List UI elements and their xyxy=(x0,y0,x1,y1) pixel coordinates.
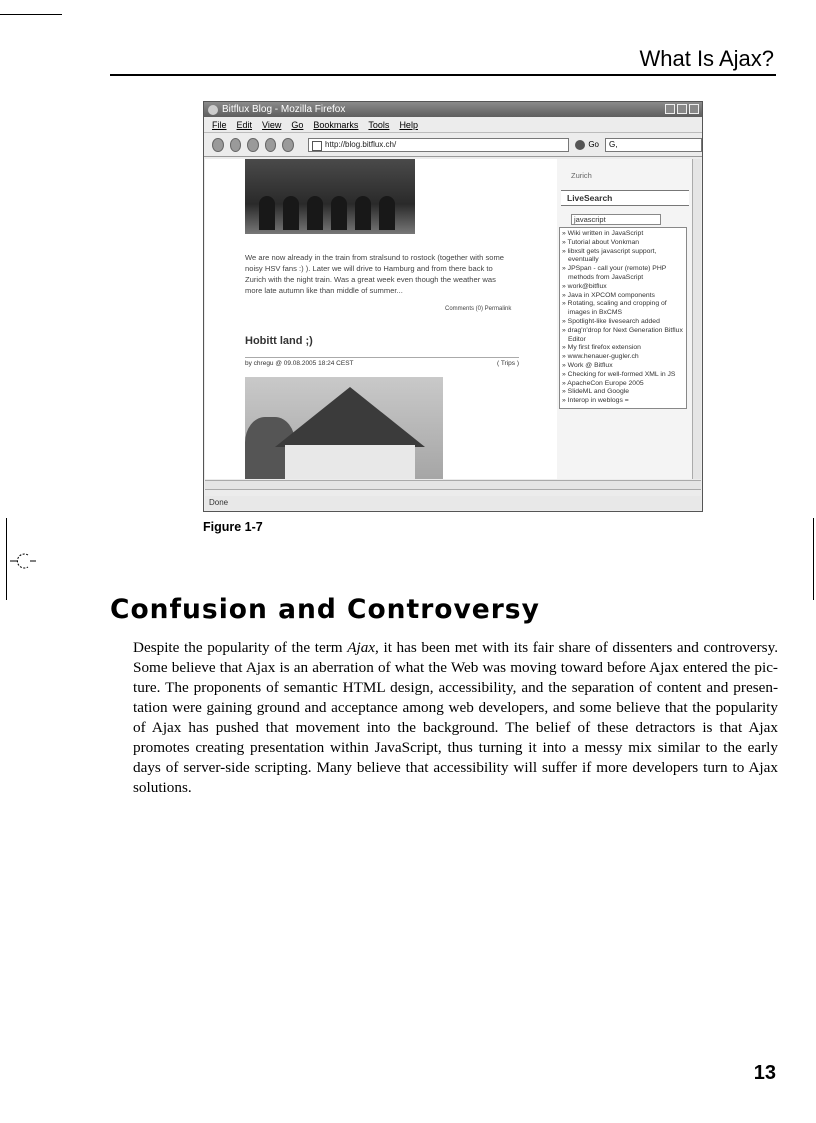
live-search-heading: LiveSearch xyxy=(561,190,689,206)
menu-tools: Tools xyxy=(368,119,390,130)
menu-file: File xyxy=(212,119,227,130)
close-icon xyxy=(689,104,699,114)
list-item: » JPSpan - call your (remote) PHP methods from JavaScript xyxy=(562,265,667,281)
photo-arch xyxy=(355,196,371,230)
margin-line-right xyxy=(813,518,814,600)
byline-author: by chregu @ 09.08.2005 18:24 CEST xyxy=(245,360,354,367)
list-item: » www.henauer-gugler.ch xyxy=(562,353,639,361)
firefox-icon xyxy=(208,105,218,115)
stop-icon xyxy=(265,138,277,152)
section-heading: Confusion and Controversy xyxy=(110,594,540,625)
photo-arch xyxy=(259,196,275,230)
live-search-results xyxy=(559,227,687,409)
list-item: » My first firefox extension xyxy=(562,344,641,352)
go-icon xyxy=(575,140,585,150)
list-item: » libxslt gets javascript support, eventually xyxy=(562,247,657,264)
status-bar: Done xyxy=(205,496,701,510)
post-title: Hobitt land ;) xyxy=(245,335,313,347)
list-item: » Java in XPCOM components xyxy=(562,291,655,299)
menu-edit: Edit xyxy=(236,119,253,130)
crop-line-top xyxy=(0,14,62,15)
vertical-scrollbar xyxy=(692,159,701,479)
byline-category: ( Trips ) xyxy=(496,360,519,367)
list-item: » Work @ Bitflux xyxy=(562,361,613,369)
live-search-input: javascript xyxy=(571,214,661,225)
list-item: » Checking for well-formed XML in JS xyxy=(562,370,676,378)
menu-go: Go xyxy=(291,119,304,130)
window-title: Bitflux Blog - Mozilla Firefox xyxy=(222,104,346,115)
blog-photo-station xyxy=(245,159,415,234)
comments-link: Comments (0) Permalink xyxy=(445,306,512,312)
photo-arch xyxy=(307,196,323,230)
list-item: » SlideML and Google xyxy=(562,388,630,396)
photo-roof xyxy=(275,387,425,447)
list-item: » work@bitflux xyxy=(562,282,607,290)
menu-bar xyxy=(204,117,702,133)
forward-icon xyxy=(230,138,242,152)
menu-view: View xyxy=(262,119,282,130)
photo-wall xyxy=(285,445,415,479)
window-titlebar xyxy=(204,102,702,117)
browser-screenshot xyxy=(203,101,703,512)
menu-bookmarks: Bookmarks xyxy=(313,119,359,130)
search-box: G, xyxy=(605,138,702,152)
list-item: » drag'n'drop for Next Generation Bitflux Editor xyxy=(562,326,683,343)
figure-caption: Figure 1-7 xyxy=(203,520,263,534)
margin-line-left xyxy=(6,518,7,600)
reload-icon xyxy=(247,138,259,152)
photo-arch xyxy=(283,196,299,230)
window-controls xyxy=(665,104,699,114)
page-number: 13 xyxy=(753,1062,776,1084)
home-icon xyxy=(282,138,294,152)
body-paragraph: Despite the popularity of the term Ajax, it has been met with its fair share of dissenters and controversy. Some believe that Ajax is an aberration of what the Web was moving toward before Ajax entered the pic-ture. The proponents of semantic HTML design, accessibility, and the separation of content and presen-tation were gaining ground and acceptance among web developers, and some believe that the popularity of Ajax has pushed that movement into the background. The belief of these detractors is that Ajax promotes creating presentation within JavaScript, thus turning it into a messy mix similar to the early days of server-side scripting. Many believe that accessibility will suffer if more developers turn to Ajax solutions. xyxy=(133,639,778,796)
header-rule xyxy=(110,74,776,76)
list-item: » Wiki written in JavaScript xyxy=(562,230,644,237)
navigation-toolbar xyxy=(204,133,702,157)
registration-mark-icon xyxy=(10,550,36,572)
go-button xyxy=(575,140,599,150)
maximize-icon xyxy=(677,104,687,114)
running-header-title: What Is Ajax? xyxy=(639,46,774,71)
list-item: » Interop in weblogs = xyxy=(562,397,629,405)
post-byline xyxy=(245,357,519,367)
list-item: » Spotlight-like livesearch added xyxy=(562,317,660,325)
photo-arch xyxy=(379,196,395,230)
back-icon xyxy=(212,138,224,152)
blog-sidebar xyxy=(557,159,693,479)
list-item: » Rotating, scaling and cropping of images in BxCMS xyxy=(562,300,667,317)
blog-photo-thatched-house xyxy=(245,377,443,479)
photo-arch xyxy=(331,196,347,230)
page-content xyxy=(205,159,701,479)
url-bar: http://blog.bitflux.ch/ xyxy=(308,138,569,152)
term-emphasis: Ajax xyxy=(347,639,376,656)
list-item: » Tutorial about Vonkman xyxy=(562,238,640,246)
go-label: Go xyxy=(588,140,599,149)
horizontal-scrollbar xyxy=(205,480,701,490)
menu-help: Help xyxy=(399,119,418,130)
minimize-icon xyxy=(665,104,675,114)
blog-post-text: We are now already in the train from stralsund to rostock (together with some noisy HSV fans :) ). Later we will drive to Hamburg and from there back to Zurich with the night train. Was a great week even though the weather was more late autumn like than middle of summer... xyxy=(245,253,505,295)
sidebar-location: Zurich xyxy=(571,171,592,180)
list-item: » ApacheCon Europe 2005 xyxy=(562,379,644,387)
